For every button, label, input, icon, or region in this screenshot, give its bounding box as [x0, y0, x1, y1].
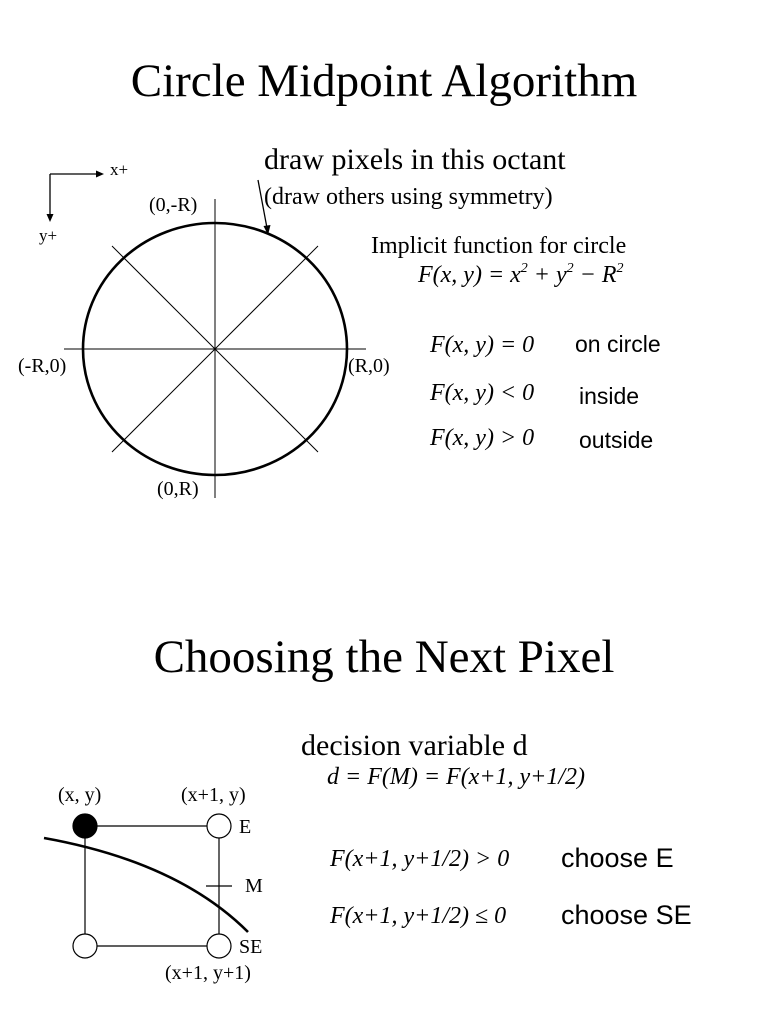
southeast-label: SE	[239, 936, 263, 958]
condition-outside-formula: F(x, y) > 0	[430, 425, 535, 451]
decision-formula: d = F(M) = F(x+1, y+1/2)	[327, 764, 586, 790]
axis-indicator	[47, 171, 105, 223]
point-top-label: (0,-R)	[149, 194, 198, 216]
east-pixel-dot	[207, 814, 231, 838]
rule-east-choice: choose E	[561, 843, 674, 873]
circle-arc	[44, 838, 248, 932]
decision-heading: decision variable d	[301, 729, 528, 762]
midpoint-label: M	[245, 875, 263, 897]
slide2-title: Choosing the Next Pixel	[153, 631, 615, 683]
condition-on-formula: F(x, y) = 0	[430, 332, 535, 358]
current-pixel-label: (x, y)	[58, 784, 102, 806]
implicit-formula: F(x, $y) = x^2 + y^2 - R^2$	[418, 261, 624, 288]
east-coord-label: (x+1, y)	[181, 784, 246, 806]
condition-outside-label: outside	[579, 427, 654, 453]
x-axis-label: x+	[110, 160, 129, 179]
y-arrow-icon	[47, 214, 54, 222]
condition-inside-formula: F(x, y) < 0	[430, 380, 535, 406]
symmetry-note: (draw others using symmetry)	[264, 184, 553, 210]
rule-southeast-choice: choose SE	[561, 900, 692, 930]
point-bottom-label: (0,R)	[157, 478, 199, 500]
pixel-grid	[85, 826, 232, 946]
condition-inside-label: inside	[579, 383, 640, 409]
east-label: E	[239, 816, 252, 838]
x-arrow-icon	[96, 171, 104, 178]
rule-east-formula: F(x+1, y+1/2) > 0	[330, 846, 510, 872]
rule-southeast-formula: F(x+1, y+1/2) ≤ 0	[330, 903, 507, 929]
southeast-pixel-dot	[207, 934, 231, 958]
slide1-title: Circle Midpoint Algorithm	[130, 55, 638, 107]
south-pixel-dot	[73, 934, 97, 958]
current-pixel-dot	[73, 814, 97, 838]
condition-on-label: on circle	[575, 331, 661, 357]
southeast-coord-label: (x+1, y+1)	[165, 962, 251, 984]
y-axis-label: y+	[39, 226, 58, 245]
point-left-label: (-R,0)	[18, 355, 67, 377]
octant-note: draw pixels in this octant	[264, 143, 566, 176]
octant-lines	[64, 199, 366, 498]
implicit-heading: Implicit function for circle	[371, 233, 627, 259]
point-right-label: (R,0)	[348, 355, 390, 377]
